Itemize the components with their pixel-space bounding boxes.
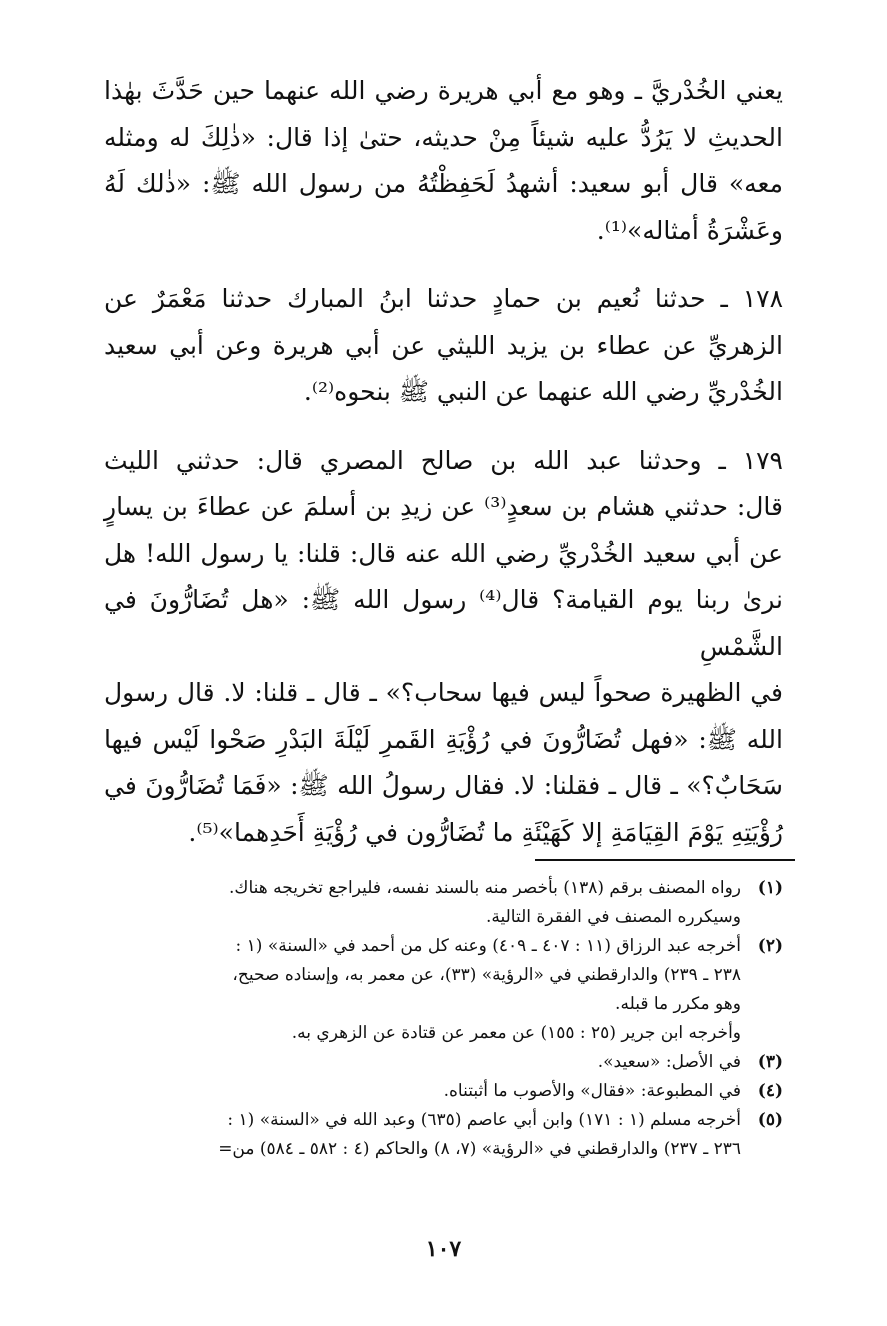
footnote-number: (٤) [757,1081,783,1101]
footnote-line: ٢٣٦ ـ ٢٣٧) والدارقطني في «الرؤية» (٧، ٨) والحاكم (٤ : ٥٨٢ ـ ٥٨٤) من= [218,1139,741,1159]
footnote [104,1077,783,1106]
text-line: الله ﷺ: «فهل تُضَارُّونَ في رُؤْيَةِ القَمرِ لَيْلَةَ البَدْرِ صَحْوا لَيْس فيها [104,724,783,754]
text-line: في الظهيرة صحواً ليس فيها سحاب؟» ـ قال ـ قلنا: لا. قال رسول [104,678,783,707]
footnote-line: أخرجه عبد الرزاق (١١ : ٤٠٧ ـ ٤٠٩) وعنه كل من أحمد في «السنة» (١ : [235,936,741,956]
text-line: عن أبي سعيد الخُدْريِّ رضي الله عنه قال: قلنا: يا رسول الله! هل [104,538,783,568]
footnote [104,874,783,932]
text-line: وعَشْرَةُ أمثاله»⁽¹⁾. [596,215,783,245]
footnote-line: رواه المصنف برقم (١٣٨) بأخصر منه بالسند نفسه، فليراجع تخريجه هناك. [229,878,741,898]
page-number: ١٠٧ [425,1236,462,1262]
footnote-number: (١) [757,878,783,898]
footnote-number: (٥) [757,1110,783,1130]
footnotes [104,874,783,1164]
footnote [104,932,783,1048]
main-text [104,68,783,878]
text-line: الحديثِ لا يَرُدُّ عليه شيئاً مِنْ حديثه، حتىٰ إذا قال: «ذٰلِكَ له ومثله [104,122,783,152]
text-line: رُؤْيَتِهِ يَوْمَ القِيَامَةِ إلا كَهَيْئَةِ ما تُضَارُّون في رُؤْيَةِ أَحَدِهما»⁽⁵⁾. [188,817,783,847]
footnote-line: وسيكرره المصنف في الفقرة التالية. [485,907,741,927]
text-line: الزهريِّ عن عطاء بن يزيد الليثي عن أبي هريرة وعن أبي سعيد [104,330,783,360]
footnote-line: ٢٣٨ ـ ٢٣٩) والدارقطني في «الرؤية» (٣٣)، عن معمر به، وإسناده صحيح، [232,965,741,985]
footnote-line: في المطبوعة: «فقال» والأصوب ما أثبتناه. [443,1081,741,1101]
text-line: سَحَابٌ؟» ـ قال ـ فقلنا: لا. فقال رسولُ الله ﷺ: «فَمَا تُضَارُّونَ في [104,771,783,800]
footnote-line: في الأصل: «سعيد». [597,1052,741,1072]
text-line: ١٧٨ ـ حدثنا نُعيم بن حمادٍ حدثنا ابنُ المبارك حدثنا مَعْمَرٌ عن [104,284,784,313]
footnote-number: (٢) [757,936,783,956]
text-line: قال: حدثني هشام بن سعدٍ⁽³⁾ عن زيدِ بن أسلمَ عن عطاءَ بن يسارٍ [104,492,784,521]
footnote-number: (٣) [757,1052,783,1072]
footnote-separator [535,859,795,861]
paragraph-continuation [104,68,783,254]
text-line: نرىٰ ربنا يوم القيامة؟ قال⁽⁴⁾ رسول الله ﷺ: «هل تُضَارُّونَ في الشَّمْسِ [104,585,783,661]
footnote-line: وأخرجه ابن جرير (٢٥ : ١٥٥) عن معمر عن قتادة عن الزهري به. [291,1023,741,1043]
footnote [104,1048,783,1077]
text-line: معه» قال أبو سعيد: أشهدُ لَحَفِظْتُهُ من رسول الله ﷺ: «ذٰلك لَهُ [104,169,783,198]
hadith-178 [104,276,783,416]
hadith-179 [104,438,783,857]
footnote [104,1106,783,1164]
text-line: الخُدْريِّ رضي الله عنهما عن النبي ﷺ بنحوه⁽²⁾. [303,377,783,406]
footnote-line: وهو مكرر ما قبله. [615,994,741,1014]
footnote-line: أخرجه مسلم (١ : ١٧١) وابن أبي عاصم (٦٣٥) وعبد الله في «السنة» (١ : [227,1110,741,1130]
text-line: يعني الخُدْريَّ ـ وهو مع أبي هريرة رضي الله عنهما حين حَدَّثَ بهٰذا [104,76,783,105]
text-line: ١٧٩ ـ وحدثنا عبد الله بن صالح المصري قال: حدثني الليث [104,445,783,475]
